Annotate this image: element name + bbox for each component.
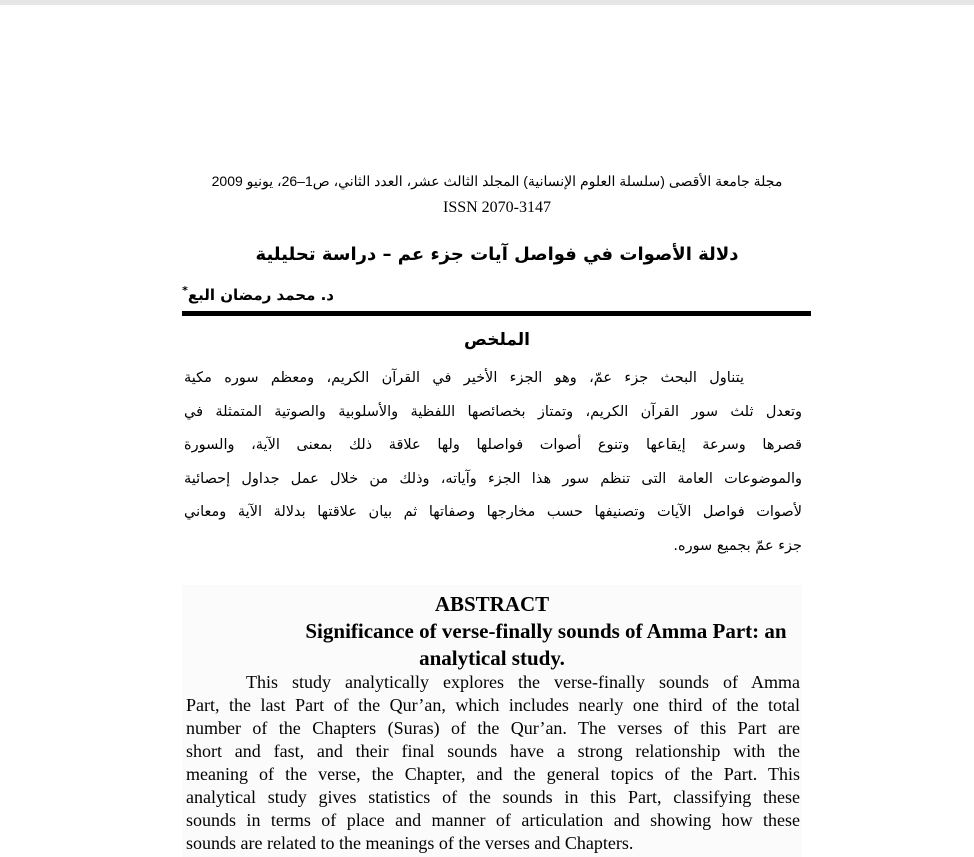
english-abstract-line: sounds are related to the meanings of the verses and Chapters.: [186, 833, 634, 853]
english-title: [184, 618, 800, 672]
english-abstract-line: short and fast, and their final sounds have a strong relationship with the: [186, 741, 800, 761]
issn: ISSN 2070-3147: [442, 199, 551, 216]
journal-citation: مجلة جامعة الأقصى (سلسلة العلوم الإنسانية) المجلد الثالث عشر، العدد الثاني، ص1–26، يونيو 2009: [211, 173, 783, 189]
arabic-abstract-line: لأصوات فواصل الآيات وتصنيفها حسب مخارجها وصفاتها ثم بيان علاقتها بدلالة الآية ومعاني: [184, 504, 802, 520]
english-abstract-line: meaning of the verse, the Chapter, and the general topics of the Part. This: [186, 764, 800, 784]
english-abstract-line: Part, the last Part of the Qur’an, which includes nearly one third of the total: [186, 695, 800, 715]
english-title-line: Significance of verse-finally sounds of Amma Part: an: [305, 619, 787, 643]
arabic-abstract-heading: الملخص: [464, 330, 530, 350]
author-name: د. محمد رمضان البع: [187, 286, 334, 304]
arabic-abstract-line: والموضوعات العامة التى تنظم سور هذا الجزء وآياته، وذلك من خلال عمل جداول إحصائية: [184, 470, 802, 487]
arabic-abstract-line: وتعدل ثلث سور القرآن الكريم، وتمتاز بخصائصها اللفظية والأسلوبية والصوتية المتمثلة في: [184, 403, 802, 420]
author-footnote-mark: *: [182, 284, 188, 297]
english-title-line: analytical study.: [419, 646, 565, 670]
english-abstract-line: sounds in terms of place and manner of articulation and showing how these: [186, 810, 800, 830]
header-divider: [182, 311, 811, 316]
arabic-abstract-line: جزء عمّ بجميع سوره.: [673, 537, 802, 554]
arabic-abstract-line: يتناول البحث جزء عمّ، وهو الجزء الأخير في القرآن الكريم، ومعظم سوره مكية: [184, 370, 744, 386]
arabic-title: دلالة الأصوات في فواصل آيات جزء عم – دراسة تحليلية: [255, 244, 739, 265]
arabic-abstract-line: قصرها وسرعة إيقاعها وتنوع أصوات فواصلها ولها علاقة ذلك بمعنى الآية، والسورة: [184, 437, 802, 453]
english-abstract-heading: ABSTRACT: [434, 592, 550, 616]
english-abstract-line: number of the Chapters (Suras) of the Qur’an. The verses of this Part are: [186, 718, 800, 738]
english-abstract-body: [186, 671, 800, 855]
arabic-abstract-body: [184, 362, 802, 563]
english-abstract-line: analytical study gives statistics of the sounds in this Part, classifying these: [186, 787, 800, 807]
arabic-author: [182, 280, 334, 306]
english-abstract-line: This study analytically explores the verse-finally sounds of Amma: [246, 672, 800, 692]
